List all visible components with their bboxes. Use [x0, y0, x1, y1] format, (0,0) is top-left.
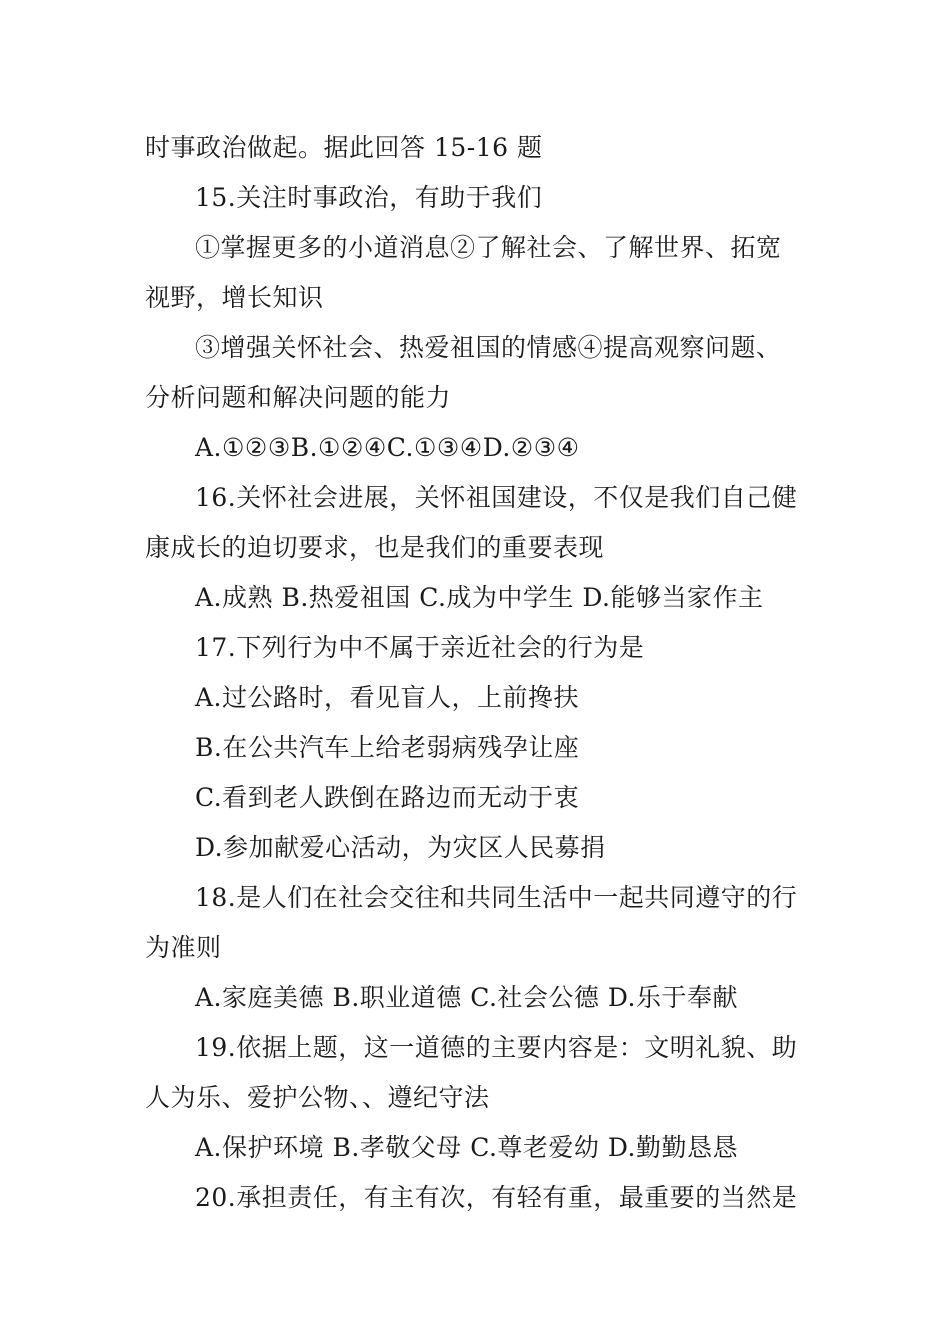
question-15: 15.关注时事政治，有助于我们	[195, 183, 543, 212]
question-15-statements-2-cont: 分析问题和解决问题的能力	[145, 383, 452, 412]
question-18: 18.是人们在社会交往和共同生活中一起共同遵守的行	[195, 883, 798, 912]
question-17-option-b: B.在公共汽车上给老弱病残孕让座	[195, 733, 580, 762]
question-16-options: A.成熟 B.热爱祖国 C.成为中学生 D.能够当家作主	[195, 583, 764, 612]
question-15-statements: ①掌握更多的小道消息②了解社会、了解世界、拓宽	[195, 233, 782, 262]
text-line: 时事政治做起。据此回答 15-16 题	[145, 133, 543, 162]
question-19-options: A.保护环境 B.孝敬父母 C.尊老爱幼 D.勤勤恳恳	[195, 1133, 738, 1162]
question-15-statements-cont: 视野，增长知识	[145, 283, 324, 312]
question-19-cont: 人为乐、爱护公物、、遵纪守法	[145, 1083, 490, 1112]
question-17-option-c: C.看到老人跌倒在路边而无动于衷	[195, 783, 580, 812]
question-18-options: A.家庭美德 B.职业道德 C.社会公德 D.乐于奉献	[195, 983, 738, 1012]
question-15-options: A.①②③B.①②④C.①③④D.②③④	[195, 433, 580, 462]
question-20: 20.承担责任，有主有次，有轻有重，最重要的当然是	[195, 1183, 798, 1212]
question-18-cont: 为准则	[145, 933, 222, 962]
question-17-option-a: A.过公路时，看见盲人，上前搀扶	[195, 683, 580, 712]
question-17: 17.下列行为中不属于亲近社会的行为是	[195, 633, 645, 662]
question-17-option-d: D.参加献爱心活动，为灾区人民募捐	[195, 833, 606, 862]
question-16: 16.关怀社会进展，关怀祖国建设，不仅是我们自己健	[195, 483, 798, 512]
question-16-cont: 康成长的迫切要求，也是我们的重要表现	[145, 533, 605, 562]
question-15-statements-2: ③增强关怀社会、热爱祖国的情感④提高观察问题、	[195, 333, 782, 362]
question-19: 19.依据上题，这一道德的主要内容是：文明礼貌、助	[195, 1033, 798, 1062]
